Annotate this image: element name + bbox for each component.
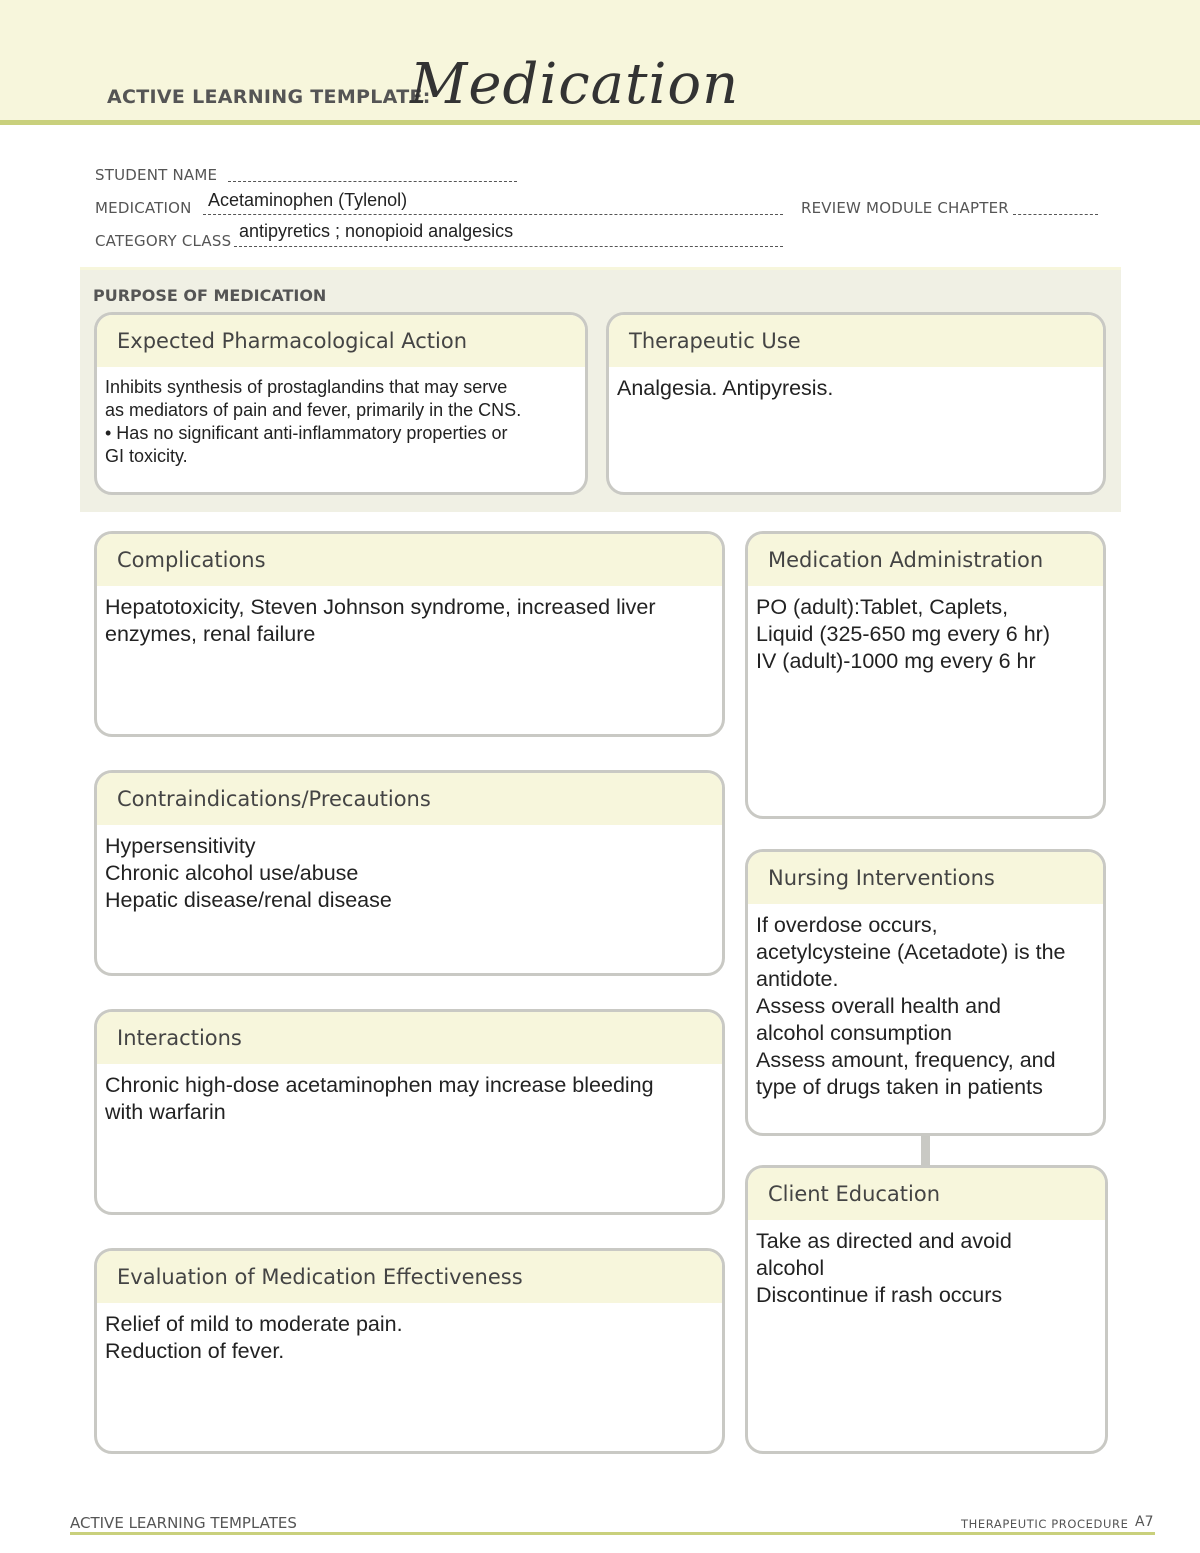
purpose-title: PURPOSE OF MEDICATION: [93, 286, 327, 305]
contraindications-heading: Contraindications/Precautions: [97, 773, 722, 825]
client-education-text[interactable]: Take as directed and avoid alcohol Discontinue if rash occurs: [756, 1229, 1012, 1307]
medication-label: MEDICATION: [95, 199, 192, 217]
complications-text[interactable]: Hepatotoxicity, Steven Johnson syndrome, increased liver enzymes, renal failure: [105, 595, 656, 646]
page-title: Medication: [410, 52, 740, 117]
contraindications-box: [94, 770, 725, 976]
nursing-interventions-text[interactable]: If overdose occurs, acetylcysteine (Acetadote) is the antidote. Assess overall health and alcohol consumption Assess amount, frequency, and type of drugs taken in patients: [756, 913, 1066, 1099]
administration-heading: Medication Administration: [748, 534, 1103, 586]
complications-box: [94, 531, 725, 737]
evaluation-heading: Evaluation of Medication Effectiveness: [97, 1251, 722, 1303]
interactions-text[interactable]: Chronic high-dose acetaminophen may increase bleeding with warfarin: [105, 1073, 654, 1124]
nursing-interventions-box: [745, 849, 1106, 1136]
therapeutic-use-box: [606, 312, 1106, 495]
review-module-label: REVIEW MODULE CHAPTER: [801, 199, 1009, 217]
nursing-interventions-heading: Nursing Interventions: [748, 852, 1103, 904]
expected-action-text[interactable]: Inhibits synthesis of prostaglandins that may serve as mediators of pain and fever, primarily in the CNS. • Has no significant anti-inflammatory properties or GI toxicity.: [105, 377, 522, 466]
medication-field[interactable]: Acetaminophen (Tylenol): [208, 190, 408, 210]
evaluation-box: [94, 1248, 725, 1454]
template-label: ACTIVE LEARNING TEMPLATE:: [107, 86, 431, 108]
medication-line: [203, 214, 783, 215]
expected-action-box: [94, 312, 588, 495]
footer-rule: [70, 1532, 1155, 1535]
client-education-heading: Client Education: [748, 1168, 1105, 1220]
student-name-line: [228, 181, 517, 182]
category-class-line: [234, 246, 783, 247]
category-class-field[interactable]: antipyretics ; nonopioid analgesics: [239, 221, 514, 241]
connector-bar: [921, 1135, 930, 1167]
footer-left-label: ACTIVE LEARNING TEMPLATES: [70, 1514, 297, 1532]
review-module-line: [1013, 214, 1098, 215]
evaluation-text[interactable]: Relief of mild to moderate pain. Reduction of fever.: [105, 1312, 403, 1363]
administration-box: [745, 531, 1106, 819]
client-education-box: [745, 1165, 1108, 1454]
interactions-box: [94, 1009, 725, 1215]
page-number: A7: [1135, 1514, 1154, 1530]
footer-right-label: THERAPEUTIC PROCEDURE: [961, 1517, 1129, 1531]
student-name-label: STUDENT NAME: [95, 166, 218, 184]
therapeutic-use-text[interactable]: Analgesia. Antipyresis.: [617, 376, 834, 400]
interactions-heading: Interactions: [97, 1012, 722, 1064]
administration-text[interactable]: PO (adult):Tablet, Caplets, Liquid (325-650 mg every 6 hr) IV (adult)-1000 mg every 6 hr: [756, 595, 1050, 673]
expected-action-heading: Expected Pharmacological Action: [97, 315, 585, 367]
complications-heading: Complications: [97, 534, 722, 586]
therapeutic-use-heading: Therapeutic Use: [609, 315, 1103, 367]
category-class-label: CATEGORY CLASS: [95, 232, 232, 250]
contraindications-text[interactable]: Hypersensitivity Chronic alcohol use/abuse Hepatic disease/renal disease: [105, 834, 392, 912]
